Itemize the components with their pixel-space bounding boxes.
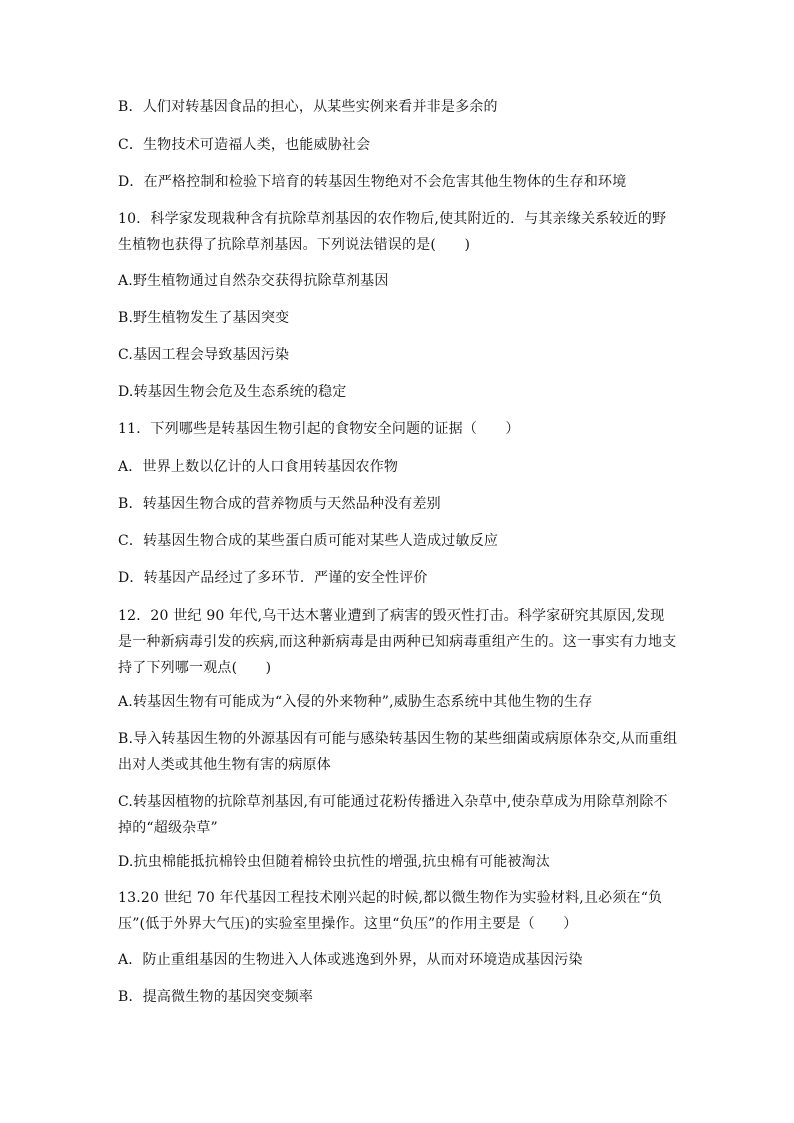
question-12-stem: 12．20 世纪 90 年代,乌干达木薯业遭到了病害的毁灭性打击。科学家研究其原因,发现是一种新病毒引发的疾病,而这种新病毒是由两种已知病毒重组产生的。这一事实有力地支持了下列哪一观点( ) bbox=[118, 608, 677, 676]
q13-option-b: B．提高微生物的基因突变频率 bbox=[118, 989, 314, 1005]
question-10-stem: 10．科学家发现栽种含有抗除草剂基因的农作物后,使其附近的．与其亲缘关系较近的野生植物也获得了抗除草剂基因。下列说法错误的是( ) bbox=[118, 211, 667, 253]
q11-option-c: C．转基因生物合成的某些蛋白质可能对某些人造成过敏反应 bbox=[118, 533, 499, 549]
q11-option-d: D．转基因产品经过了多环节．严谨的安全性评价 bbox=[118, 570, 428, 586]
q9-option-c: C．生物技术可造福人类，也能威胁社会 bbox=[118, 137, 371, 153]
q9-option-d: D．在严格控制和检验下培育的转基因生物绝对不会危害其他生物体的生存和环境 bbox=[118, 174, 627, 190]
q10-option-c: C.基因工程会导致基因污染 bbox=[118, 347, 290, 363]
q11-option-a: A．世界上数以亿计的人口食用转基因农作物 bbox=[118, 459, 399, 475]
q10-option-a: A.野生植物通过自然杂交获得抗除草剂基因 bbox=[118, 273, 389, 289]
question-13-stem: 13.20 世纪 70 年代基因工程技术刚兴起的时候,都以微生物作为实验材料,且必须在“负压”(低于外界大气压)的实验室里操作。这里“负压”的作用主要是（ ） bbox=[118, 890, 663, 932]
q10-option-b: B.野生植物发生了基因突变 bbox=[118, 310, 290, 326]
q9-option-b: B．人们对转基因食品的担心，从某些实例来看并非是多余的 bbox=[118, 99, 498, 115]
question-11-stem: 11．下列哪些是转基因生物引起的食物安全问题的证据（ ） bbox=[118, 421, 520, 437]
q12-option-c: C.转基因植物的抗除草剂基因,有可能通过花粉传播进入杂草中,使杂草成为用除草剂除不掉的“超级杂草” bbox=[118, 794, 668, 836]
q11-option-b: B．转基因生物合成的营养物质与天然品种没有差别 bbox=[118, 496, 441, 512]
q13-option-a: A．防止重组基因的生物进入人体或逃逸到外界，从而对环境造成基因污染 bbox=[118, 952, 583, 968]
q10-option-d: D.转基因生物会危及生态系统的稳定 bbox=[118, 384, 347, 400]
q12-option-a: A.转基因生物有可能成为“入侵的外来物种”,威胁生态系统中其他生物的生存 bbox=[118, 694, 593, 710]
q12-option-b: B.导入转基因生物的外源基因有可能与感染转基因生物的某些细菌或病原体杂交,从而重组出对人类或其他生物有害的病原体 bbox=[118, 731, 678, 773]
q12-option-d: D.抗虫棉能抵抗棉铃虫但随着棉铃虫抗性的增强,抗虫棉有可能被淘汰 bbox=[118, 854, 551, 870]
